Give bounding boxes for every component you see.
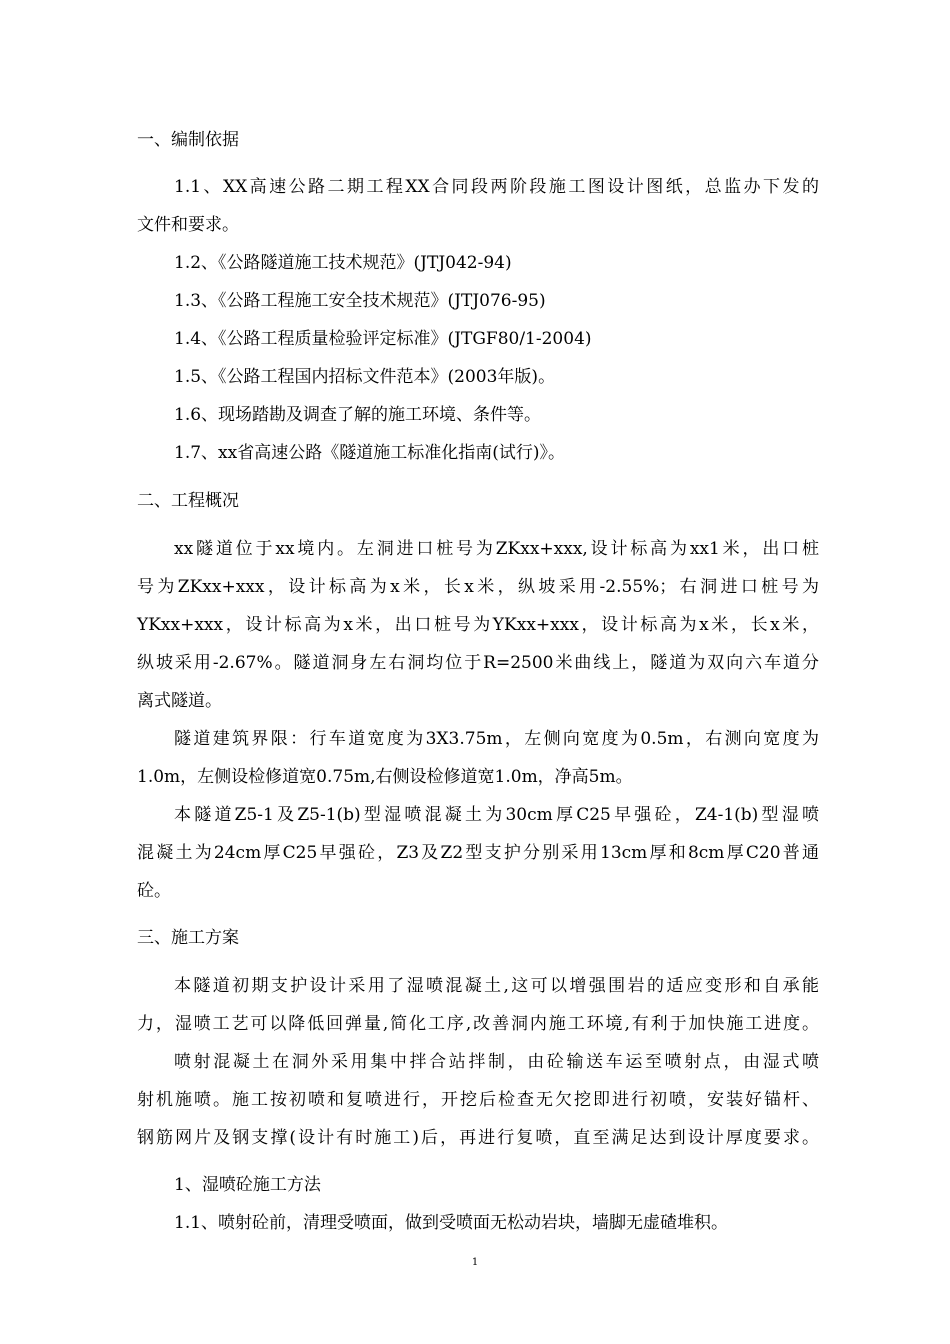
paragraph-line: 文件和要求。 [137, 215, 239, 235]
paragraph-line: 喷射混凝土在洞外采用集中拌合站拌制，由砼输送车运至喷射点，由湿式喷 [174, 1052, 819, 1072]
paragraph-line: 混凝土为24cm厚C25早强砼，Z3及Z2型支护分别采用13cm厚和8cm厚C20普通 [137, 843, 819, 863]
paragraph-line: YKxx+xxx，设计标高为x米，出口桩号为YKxx+xxx，设计标高为x米，长x米， [137, 615, 819, 635]
list-item: 1.6、现场踏勘及调查了解的施工环境、条件等。 [174, 405, 542, 425]
paragraph-line: 1.1、XX高速公路二期工程XX合同段两阶段施工图设计图纸，总监办下发的 [174, 177, 819, 197]
heading-project-overview: 二、工程概况 [137, 491, 239, 511]
heading-construction-plan: 三、施工方案 [137, 928, 239, 948]
list-item: 1.5、《公路工程国内招标文件范本》(2003年版)。 [174, 367, 556, 387]
heading-compilation-basis: 一、编制依据 [137, 130, 239, 150]
list-item: 1.2、《公路隧道施工技术规范》(JTJ042-94) [174, 253, 512, 273]
paragraph-line: 号为ZKxx+xxx，设计标高为x米，长x米，纵坡采用-2.55%；右洞进口桩号为 [137, 577, 819, 597]
paragraph-line: 1.0m，左侧设检修道宽0.75m,右侧设检修道宽1.0m，净高5m。 [137, 767, 633, 787]
paragraph-line: 离式隧道。 [137, 691, 222, 711]
paragraph-line: xx隧道位于xx境内。左洞进口桩号为ZKxx+xxx,设计标高为xx1米，出口桩 [174, 539, 819, 559]
paragraph-line: 隧道建筑界限：行车道宽度为3X3.75m，左侧向宽度为0.5m，右测向宽度为 [174, 729, 819, 749]
paragraph-line: 本隧道初期支护设计采用了湿喷混凝土,这可以增强围岩的适应变形和自承能 [174, 976, 819, 996]
list-item: 1.3、《公路工程施工安全技术规范》(JTJ076-95) [174, 291, 546, 311]
list-item: 1.7、xx省高速公路《隧道施工标准化指南(试行)》。 [174, 443, 565, 463]
paragraph-line: 1.1、喷射砼前，清理受喷面，做到受喷面无松动岩块，墙脚无虚碴堆积。 [174, 1213, 729, 1233]
paragraph-line: 钢筋网片及钢支撑(设计有时施工)后，再进行复喷，直至满足达到设计厚度要求。 [137, 1128, 819, 1148]
paragraph-line: 本隧道Z5-1及Z5-1(b)型湿喷混凝土为30cm厚C25早强砼，Z4-1(b)型湿喷 [174, 805, 819, 825]
paragraph-line: 纵坡采用-2.67%。隧道洞身左右洞均位于R=2500米曲线上，隧道为双向六车道分 [137, 653, 819, 673]
paragraph-line: 砼。 [137, 881, 171, 901]
subheading-wet-spray-method: 1、湿喷砼施工方法 [174, 1175, 321, 1195]
paragraph-line: 力，湿喷工艺可以降低回弹量,简化工序,改善洞内施工环境,有利于加快施工进度。 [137, 1014, 819, 1034]
list-item: 1.4、《公路工程质量检验评定标准》(JTGF80/1-2004) [174, 329, 592, 349]
page-number: 1 [471, 1257, 479, 1268]
paragraph-line: 射机施喷。施工按初喷和复喷进行，开挖后检查无欠挖即进行初喷，安装好锚杆、 [137, 1090, 819, 1110]
